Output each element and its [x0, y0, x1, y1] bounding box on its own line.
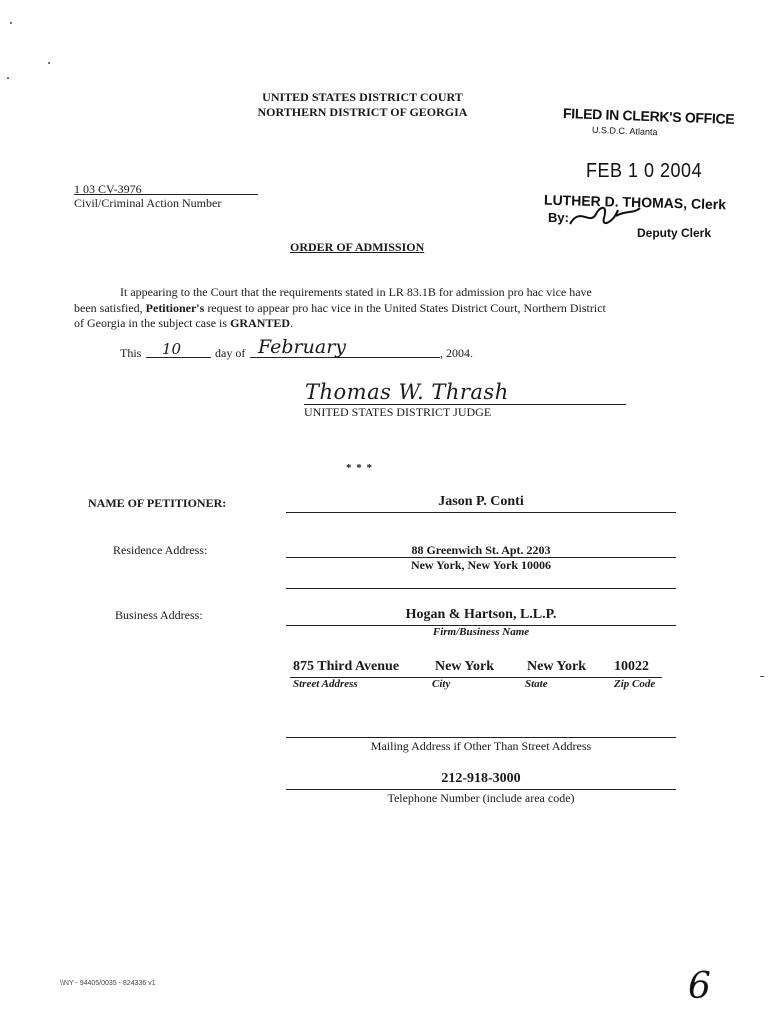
state: New York [527, 659, 586, 674]
dated-year: , 2004. [440, 346, 473, 360]
mailing-caption: Mailing Address if Other Than Street Address [370, 739, 592, 753]
case-number-label: Civil/Criminal Action Number [74, 196, 222, 210]
city: New York [435, 659, 494, 674]
petitioner-name-line [286, 512, 676, 513]
handwritten-page-number: 6 [688, 966, 711, 1007]
firm-name: Hogan & Hartson, L.L.P. [405, 607, 557, 622]
residence-label: Residence Address: [113, 543, 208, 557]
scan-speck [48, 62, 50, 64]
day-handwritten: 10 [162, 340, 182, 358]
filed-stamp-court: U.S.D.C. Atlanta [591, 124, 658, 138]
judge-signature: Thomas W. Thrash [305, 380, 509, 404]
order-paragraph [74, 285, 694, 332]
order-title: ORDER OF ADMISSION [290, 240, 425, 254]
order-text: been satisfied, [74, 300, 146, 315]
dated-day-of: day of [215, 346, 246, 360]
telephone-caption: Telephone Number (include area code) [387, 791, 575, 805]
residence-line-1: 88 Greenwich St. Apt. 2203 [411, 543, 551, 557]
section-separator: * * * [346, 462, 373, 474]
scan-speck [7, 77, 9, 79]
petitioner-name-label: NAME OF PETITIONER: [88, 496, 227, 510]
order-line-2 [74, 301, 694, 317]
case-number: 1 03 CV-3976 [74, 182, 142, 196]
dated-this: This [120, 346, 142, 360]
court-district: NORTHERN DISTRICT OF GEORGIA [257, 105, 468, 119]
street-address: 875 Third Avenue [293, 659, 400, 674]
order-text: of Georgia in the subject case is [74, 316, 231, 330]
judge-title: UNITED STATES DISTRICT JUDGE [304, 405, 492, 419]
document-id: \\NY - 94405/0035 - 824336 v1 [60, 980, 156, 987]
court-name: UNITED STATES DISTRICT COURT [262, 90, 463, 104]
filed-stamp-date: FEB 1 0 2004 [586, 158, 703, 182]
filed-stamp-title: FILED IN CLERK'S OFFICE [562, 105, 735, 127]
firm-caption: Firm/Business Name [432, 626, 530, 638]
month-handwritten: February [258, 336, 347, 358]
city-caption: City [432, 678, 451, 690]
case-number-line [74, 194, 258, 195]
filed-stamp-by: By: [548, 210, 569, 225]
business-label: Business Address: [115, 608, 203, 622]
residence-line-3-rule [286, 588, 676, 589]
mailing-line [286, 737, 676, 738]
order-line-1: It appearing to the Court that the requirements stated in LR 83.1B for admission pro hac vice have [120, 285, 592, 299]
zip-code: 10022 [614, 659, 649, 674]
order-line-3 [74, 316, 694, 332]
filed-stamp-deputy: Deputy Clerk [637, 226, 712, 240]
state-caption: State [525, 678, 548, 690]
order-text-bold: Petitioner's [145, 300, 205, 315]
deputy-signature-scribble [566, 200, 646, 230]
order-text: request to appear pro hac vice in the United States District Court, Northern District [204, 300, 606, 315]
filed-stamp-clerk: LUTHER D. THOMAS, Clerk [543, 191, 727, 213]
residence-line-2: New York, New York 10006 [410, 558, 552, 572]
petitioner-name: Jason P. Conti [438, 494, 524, 509]
telephone-number: 212-918-3000 [441, 771, 521, 786]
order-granted: GRANTED [230, 316, 291, 330]
order-text: . [290, 316, 294, 330]
scan-speck [760, 676, 764, 677]
court-header [210, 90, 515, 120]
telephone-line [286, 789, 676, 790]
scan-speck [10, 22, 12, 24]
street-caption: Street Address [293, 678, 358, 690]
zip-caption: Zip Code [614, 678, 656, 690]
